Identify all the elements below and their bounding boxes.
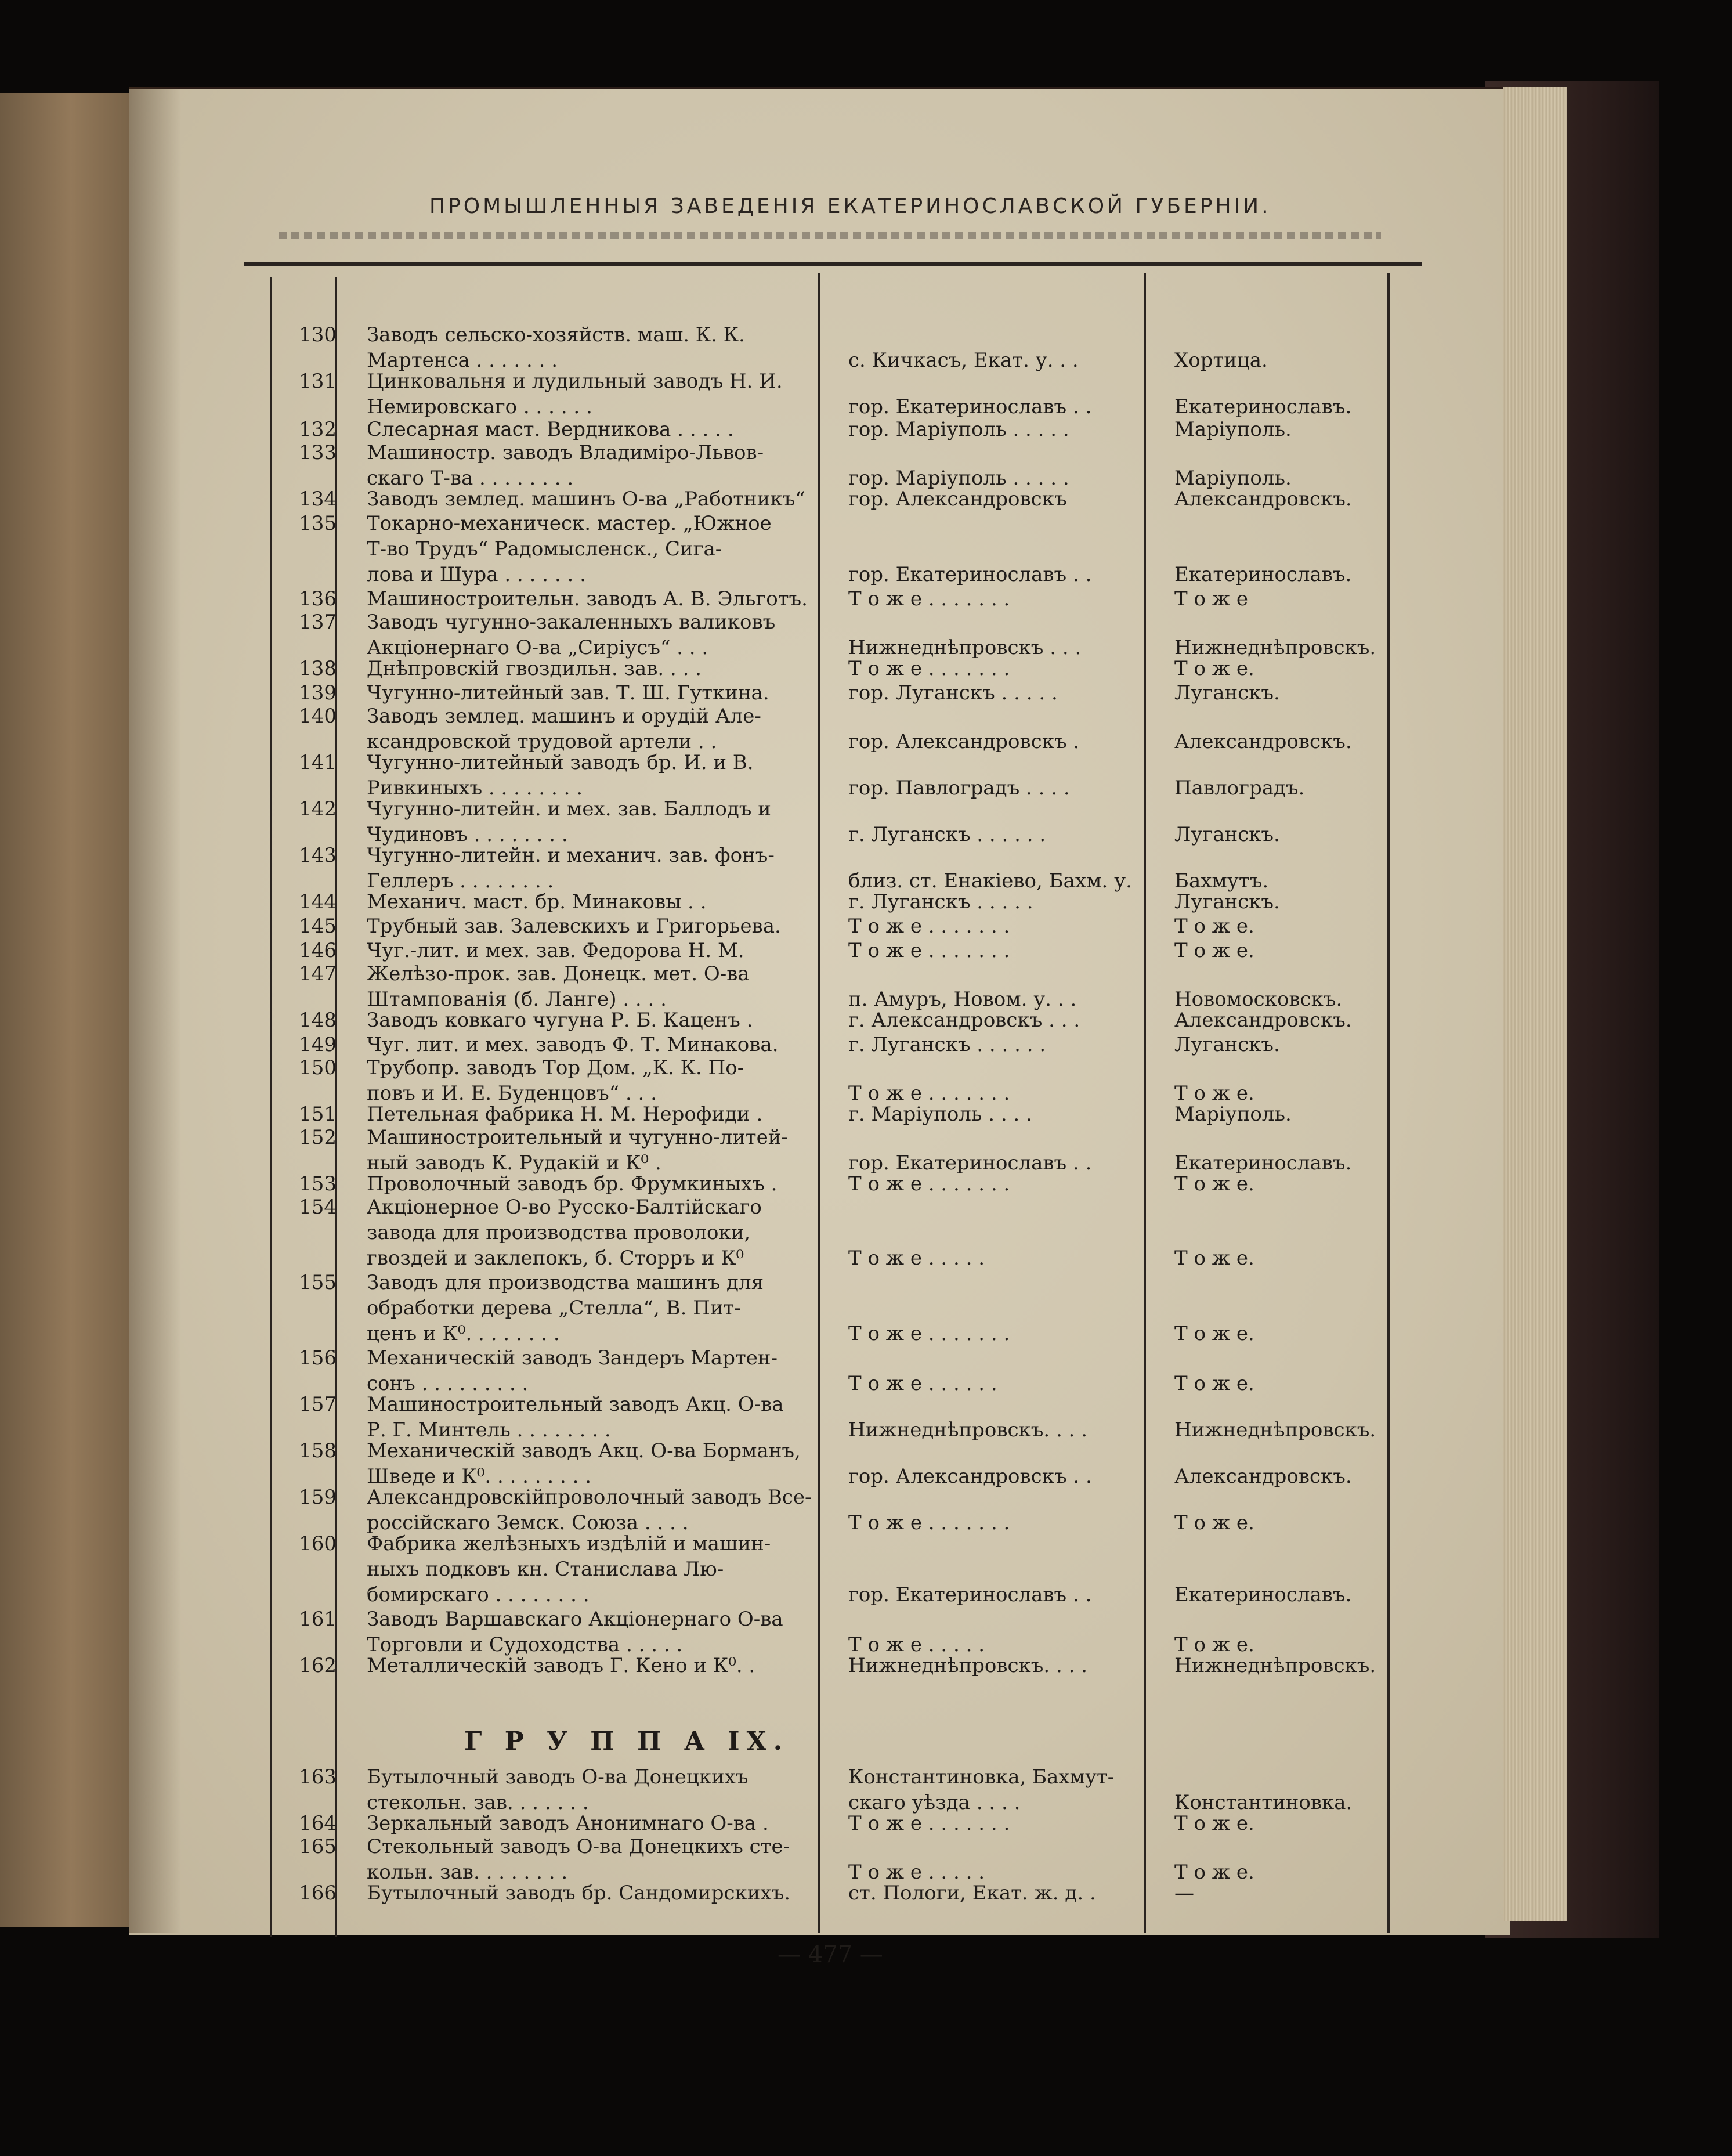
group-heading: Г Р У П П А IX.	[464, 1727, 790, 1756]
location: Т о ж е . . . . .	[848, 1633, 985, 1656]
row-number: 163	[299, 1765, 337, 1789]
post-office: —	[1174, 1881, 1194, 1905]
location: Т о ж е . . . . . . .	[848, 915, 1010, 938]
location: гор. Павлоградъ . . . .	[848, 777, 1070, 800]
enterprise-name: Петельная фабрика Н. М. Нерофиди .	[367, 1103, 763, 1126]
enterprise-name: Чугунно-литейный зав. Т. Ш. Гуткина.	[367, 681, 769, 705]
enterprise-name: Заводъ Варшавскаго Акціонернаго О-ва Торговли и Судоходства . . . . .	[367, 1608, 783, 1656]
post-office: Т о ж е	[1174, 587, 1248, 611]
enterprise-name: Бутылочный заводъ бр. Сандомирскихъ.	[367, 1881, 791, 1905]
post-office: Хортица.	[1174, 349, 1268, 372]
location: г. Луганскъ . . . . .	[848, 890, 1033, 913]
enterprise-name: Машиностроительный заводъ Акц. О-ва Р. Г. Минтель . . . . . . . .	[367, 1393, 784, 1442]
row-number: 141	[299, 751, 337, 774]
post-office: Т о ж е.	[1174, 915, 1254, 938]
page-gutter-shadow	[129, 87, 181, 1933]
location: Т о ж е . . . . . . .	[848, 1172, 1010, 1196]
row-number: 144	[299, 890, 337, 913]
location: гор. Маріуполь . . . . .	[848, 467, 1069, 490]
row-number: 136	[299, 587, 337, 611]
enterprise-name: Проволочный заводъ бр. Фрумкиныхъ .	[367, 1172, 778, 1196]
enterprise-name: Стекольный заводъ О-ва Донецкихъ сте- кольн. зав. . . . . . . .	[367, 1835, 790, 1884]
location: Т о ж е . . . . . . .	[848, 939, 1010, 962]
enterprise-name: Металлическій заводъ Г. Кено и К⁰. .	[367, 1654, 755, 1677]
post-office: Т о ж е.	[1174, 657, 1254, 680]
location: гор. Екатеринославъ . .	[848, 395, 1092, 418]
post-office: Т о ж е.	[1174, 1511, 1254, 1534]
row-number: 137	[299, 611, 337, 634]
post-office: Александровскъ.	[1174, 1465, 1352, 1488]
enterprise-name: Зеркальный заводъ Анонимнаго О-ва .	[367, 1812, 769, 1835]
enterprise-name: Машиностроительный и чугунно-литей- ный заводъ К. Рудакій и К⁰ .	[367, 1126, 788, 1175]
post-office: Т о ж е.	[1174, 1247, 1254, 1270]
post-office: Маріуполь.	[1174, 467, 1292, 490]
row-number: 158	[299, 1439, 337, 1462]
post-office: Екатеринославъ.	[1174, 395, 1352, 418]
enterprise-name: Машиностроительн. заводъ А. В. Эльготъ.	[367, 587, 808, 611]
enterprise-name: Заводъ для производства машинъ для обработки дерева „Стелла“, В. Пит- ценъ и К⁰. . . . . . . .	[367, 1271, 764, 1345]
row-number: 143	[299, 844, 337, 867]
running-title: ПРОМЫШЛЕННЫЯ ЗАВЕДЕНІЯ ЕКАТЕРИНОСЛАВСКОЙ ГУБЕРНІИ.	[429, 194, 1271, 218]
post-office: Павлоградъ.	[1174, 777, 1305, 800]
enterprise-name: Бутылочный заводъ О-ва Донецкихъ стекольн. зав. . . . . . .	[367, 1765, 749, 1814]
row-number: 157	[299, 1393, 337, 1416]
enterprise-name: Днѣпровскій гвоздильн. зав. . . .	[367, 657, 702, 680]
location: гор. Маріуполь . . . . .	[848, 418, 1069, 441]
enterprise-name: Трубопр. заводъ Тор Дом. „К. К. По- повъ и И. Е. Буденцовъ“ . . .	[367, 1056, 744, 1105]
post-office: Маріуполь.	[1174, 1103, 1292, 1126]
row-number: 164	[299, 1812, 337, 1835]
post-office: Екатеринославъ.	[1174, 563, 1352, 586]
page-stack-edge	[1503, 87, 1567, 1921]
post-office: Т о ж е.	[1174, 939, 1254, 962]
row-number: 130	[299, 323, 337, 346]
row-number: 159	[299, 1486, 337, 1509]
post-office: Нижнеднѣпровскъ.	[1174, 636, 1376, 659]
location: гор. Екатеринославъ . .	[848, 1583, 1092, 1606]
location: Т о ж е . . . . .	[848, 1247, 985, 1270]
row-number: 135	[299, 512, 337, 535]
location: гор. Луганскъ . . . . .	[848, 681, 1058, 705]
location: Нижнеднѣпровскъ . . .	[848, 636, 1082, 659]
left-page-edge	[0, 93, 129, 1927]
row-number: 134	[299, 487, 337, 511]
location: гор. Александровскъ . .	[848, 1465, 1092, 1488]
enterprise-name: Акціонерное О-во Русско-Балтійскаго завода для производства проволоки, гвоздей и заклепокъ, б. Сторръ и К⁰	[367, 1196, 762, 1270]
post-office: Нижнеднѣпровскъ.	[1174, 1418, 1376, 1442]
enterprise-name: Заводъ землед. машинъ О-ва „Работникъ“	[367, 487, 805, 511]
location: Константиновка, Бахмут- скаго уѣзда . . . .	[848, 1765, 1115, 1814]
post-office: Екатеринославъ.	[1174, 1583, 1352, 1606]
post-office: Нижнеднѣпровскъ.	[1174, 1654, 1376, 1677]
location: г. Александровскъ . . .	[848, 1009, 1080, 1032]
post-office: Маріуполь.	[1174, 418, 1292, 441]
location: п. Амуръ, Новом. у. . .	[848, 988, 1077, 1011]
location: с. Кичкасъ, Екат. у. . .	[848, 349, 1079, 372]
page-number: — 477 —	[778, 1941, 883, 1968]
location: г. Луганскъ . . . . . .	[848, 1033, 1046, 1056]
post-office: Т о ж е.	[1174, 1812, 1254, 1835]
row-number: 139	[299, 681, 337, 705]
enterprise-name: Желѣзо-прок. зав. Донецк. мет. О-ва Штампованія (б. Ланге) . . . .	[367, 962, 750, 1011]
post-office: Т о ж е.	[1174, 1372, 1254, 1395]
post-office: Т о ж е.	[1174, 1082, 1254, 1105]
enterprise-name: Заводъ сельско-хозяйств. маш. К. К. Мартенса . . . . . . .	[367, 323, 745, 372]
row-number: 132	[299, 418, 337, 441]
column-rule-place	[1144, 273, 1146, 1933]
location: Т о ж е . . . . . . .	[848, 657, 1010, 680]
post-office: Константиновка.	[1174, 1791, 1353, 1814]
row-number: 138	[299, 657, 337, 680]
location: г. Маріуполь . . . .	[848, 1103, 1032, 1126]
post-office: Новомосковскъ.	[1174, 988, 1343, 1011]
enterprise-name: Заводъ ковкаго чугуна Р. Б. Каценъ .	[367, 1009, 753, 1032]
row-number: 145	[299, 915, 337, 938]
column-rule-left	[270, 277, 272, 1937]
location: Т о ж е . . . . .	[848, 1861, 985, 1884]
enterprise-name: Чуг.-лит. и мех. зав. Федорова Н. М.	[367, 939, 744, 962]
enterprise-name: Цинковальня и лудильный заводъ Н. И. Немировскаго . . . . . .	[367, 370, 783, 418]
post-office: Т о ж е.	[1174, 1861, 1254, 1884]
location: Т о ж е . . . . . . .	[848, 1511, 1010, 1534]
row-number: 161	[299, 1608, 337, 1631]
header-ornament-rule	[279, 232, 1381, 239]
row-number: 146	[299, 939, 337, 962]
enterprise-name: Чуг. лит. и мех. заводъ Ф. Т. Минакова.	[367, 1033, 779, 1056]
location: гор. Александровскъ	[848, 487, 1067, 511]
post-office: Луганскъ.	[1174, 823, 1280, 846]
row-number: 150	[299, 1056, 337, 1079]
row-number: 156	[299, 1346, 337, 1370]
location: Т о ж е . . . . . . .	[848, 1322, 1010, 1345]
location: г. Луганскъ . . . . . .	[848, 823, 1046, 846]
row-number: 160	[299, 1532, 337, 1555]
post-office: Т о ж е.	[1174, 1633, 1254, 1656]
post-office: Луганскъ.	[1174, 890, 1280, 913]
enterprise-name: Чугунно-литейн. и механич. зав. фонъ- Геллеръ . . . . . . . .	[367, 844, 775, 893]
row-number: 148	[299, 1009, 337, 1032]
row-number: 152	[299, 1126, 337, 1149]
location: ст. Пологи, Екат. ж. д. .	[848, 1881, 1096, 1905]
location: гор. Екатеринославъ . .	[848, 1151, 1092, 1175]
location: близ. ст. Енакіево, Бахм. у.	[848, 869, 1132, 893]
row-number: 151	[299, 1103, 337, 1126]
row-number: 140	[299, 705, 337, 728]
row-number: 155	[299, 1271, 337, 1294]
enterprise-name: Заводъ чугунно-закаленныхъ валиковъ Акціонернаго О-ва „Сиріусъ“ . . .	[367, 611, 776, 659]
row-number: 165	[299, 1835, 337, 1858]
location: гор. Александровскъ .	[848, 730, 1080, 753]
enterprise-name: Токарно-механическ. мастер. „Южное Т-во Трудъ“ Радомысленск., Сига- лова и Шура . . . . . . .	[367, 512, 772, 586]
row-number: 153	[299, 1172, 337, 1196]
location: Нижнеднѣпровскъ. . . .	[848, 1418, 1088, 1442]
location: Нижнеднѣпровскъ. . . .	[848, 1654, 1088, 1677]
enterprise-name: Чугунно-литейный заводъ бр. И. и В. Ривкиныхъ . . . . . . . .	[367, 751, 754, 800]
post-office: Т о ж е.	[1174, 1172, 1254, 1196]
post-office: Луганскъ.	[1174, 681, 1280, 705]
post-office: Александровскъ.	[1174, 487, 1352, 511]
post-office: Александровскъ.	[1174, 730, 1352, 753]
row-number: 142	[299, 797, 337, 821]
location: Т о ж е . . . . . . .	[848, 1812, 1010, 1835]
row-number: 133	[299, 441, 337, 464]
row-number: 131	[299, 370, 337, 393]
row-number: 166	[299, 1881, 337, 1905]
location: Т о ж е . . . . . . .	[848, 587, 1010, 611]
row-number: 162	[299, 1654, 337, 1677]
enterprise-name: Механическій заводъ Акц. О-ва Борманъ, Шведе и К⁰. . . . . . . . .	[367, 1439, 801, 1488]
post-office: Екатеринославъ.	[1174, 1151, 1352, 1175]
enterprise-name: Машиностр. заводъ Владиміро-Львов- скаго Т-ва . . . . . . . .	[367, 441, 764, 490]
post-office: Бахмутъ.	[1174, 869, 1269, 893]
enterprise-name: Заводъ землед. машинъ и орудій Але- ксандровской трудовой артели . .	[367, 705, 761, 753]
location: гор. Екатеринославъ . .	[848, 563, 1092, 586]
row-number: 147	[299, 962, 337, 985]
enterprise-name: Слесарная маст. Вердникова . . . . .	[367, 418, 734, 441]
table-top-rule	[244, 262, 1422, 266]
post-office: Луганскъ.	[1174, 1033, 1280, 1056]
enterprise-name: Трубный зав. Залевскихъ и Григорьева.	[367, 915, 781, 938]
row-number: 149	[299, 1033, 337, 1056]
enterprise-name: Фабрика желѣзныхъ издѣлій и машин- ныхъ подковъ кн. Станислава Лю- бомирскаго . . . . . . . .	[367, 1532, 771, 1606]
enterprise-name: Чугунно-литейн. и мех. зав. Баллодъ и Чудиновъ . . . . . . . .	[367, 797, 771, 846]
post-office: Александровскъ.	[1174, 1009, 1352, 1032]
location: Т о ж е . . . . . .	[848, 1372, 997, 1395]
location: Т о ж е . . . . . . .	[848, 1082, 1010, 1105]
enterprise-name: Механическій заводъ Зандеръ Мартен- сонъ . . . . . . . . .	[367, 1346, 778, 1395]
post-office: Т о ж е.	[1174, 1322, 1254, 1345]
enterprise-name: Александровскійпроволочный заводъ Все- россійскаго Земск. Союза . . . .	[367, 1486, 812, 1534]
enterprise-name: Механич. маст. бр. Минаковы . .	[367, 890, 707, 913]
row-number: 154	[299, 1196, 337, 1219]
